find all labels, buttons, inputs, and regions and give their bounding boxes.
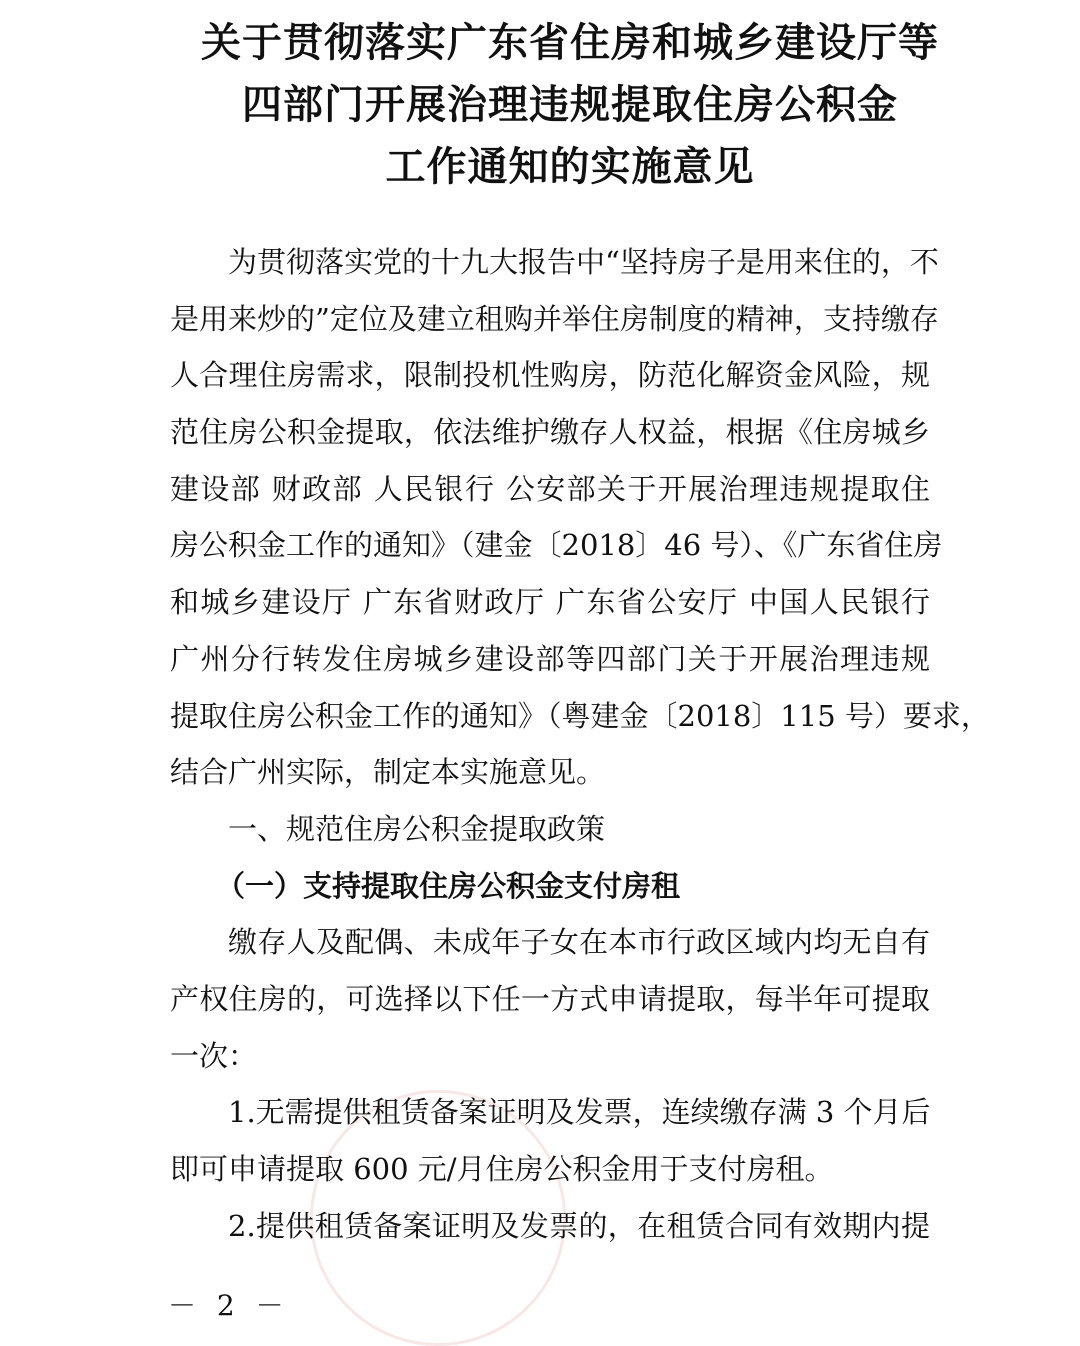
page-number: － 2 －	[168, 1289, 290, 1322]
intro-line: 广州分行转发住房城乡建设部等四部门关于开展治理违规	[170, 641, 930, 676]
intro-line: 范住房公积金提取，依法维护缴存人权益，根据《住房城乡	[170, 415, 930, 450]
intro-line: 提取住房公积金工作的通知》（粤建金〔2018〕115 号）要求，	[170, 698, 990, 733]
intro-line: 为贯彻落实党的十九大报告中“坚持房子是用来住的，不	[228, 245, 939, 279]
intro-line: 结合广州实际，制定本实施意见。	[170, 755, 606, 790]
title-line-3: 工作通知的实施意见	[385, 143, 755, 190]
document-body	[170, 234, 990, 1254]
intro-line: 人合理住房需求，限制投机性购房，防范化解资金风险，规	[170, 358, 930, 393]
intro-line: 建设部 财政部 人民银行 公安部关于开展治理违规提取住	[170, 471, 930, 506]
title-line-1: 关于贯彻落实广东省住房和城乡建设厅等	[201, 19, 939, 66]
intro-line: 是用来炒的”定位及建立租购并举住房制度的精神，支持缴存	[170, 301, 939, 336]
list-item-line: 即可申请提取 600 元/月住房公积金用于支付房租。	[170, 1152, 834, 1186]
subsection-heading: （一）支持提取住房公积金支付房租	[216, 868, 681, 903]
section-heading: 一、规范住房公积金提取政策	[228, 811, 606, 846]
intro-line: 房公积金工作的通知》（建金〔2018〕46 号）、《广东省住房	[170, 528, 943, 563]
list-item-line: 1.无需提供租赁备案证明及发票，连续缴存满 3 个月后	[228, 1095, 931, 1130]
intro-line: 和城乡建设厅 广东省财政厅 广东省公安厅 中国人民银行	[170, 585, 930, 620]
paragraph-line: 一次：	[170, 1038, 258, 1073]
paragraph-line: 缴存人及配偶、未成年子女在本市行政区域内均无自有	[228, 925, 930, 960]
list-item-line: 2.提供租赁备案证明及发票的，在租赁合同有效期内提	[228, 1208, 930, 1243]
paragraph-line: 产权住房的，可选择以下任一方式申请提取，每半年可提取	[170, 981, 930, 1016]
document-title	[120, 12, 1020, 198]
title-line-2: 四部门开展治理违规提取住房公积金	[242, 81, 898, 128]
